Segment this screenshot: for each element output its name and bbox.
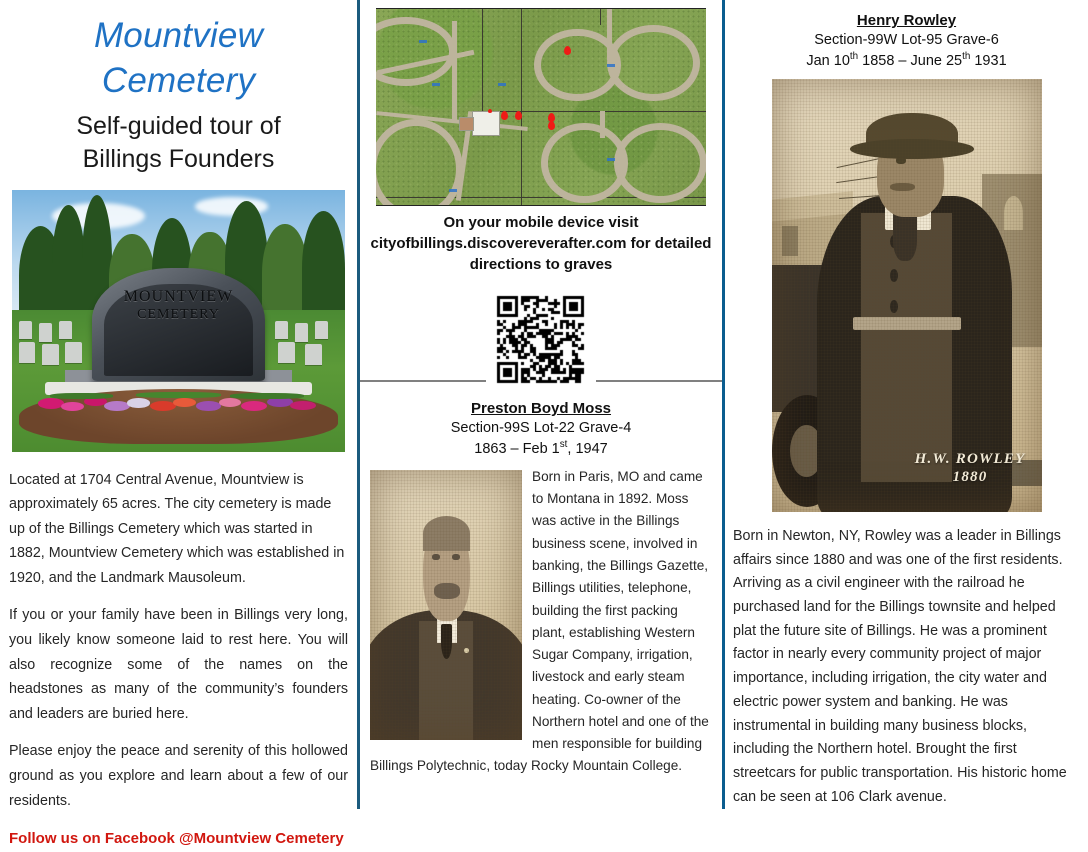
map-label [449,189,457,192]
intro-text-block [9,468,348,852]
headstone [65,342,82,363]
headstone [19,321,32,339]
flower [150,401,176,411]
page-subtitle [9,110,348,176]
right-column [725,0,1088,809]
headstone [19,342,36,363]
road [452,21,457,123]
headstone [39,323,52,341]
plot-line [521,111,706,112]
rowley-bio: Born in Newton, NY, Rowley was a leader in Billings affairs since 1880 and was one of the first residents. Arriving as a civil engineer with the railroad he purchased land for the Billings townsite and helped plat the future site of Billings. He was a prominent factor in nearly every community project of major importance, including irrigation, the city water and electric power system and banking. He was instrumental in building many business blocks, including the Northern hotel. Brought the first streetcars for public transportation. His historic home can be seen at 106 Clark avenue. [733,527,1067,805]
road-loop [614,123,706,204]
flower [290,401,316,410]
mobile-line-3: directions to graves [469,256,613,273]
engraving-line-2: CEMETERY [137,307,220,323]
flower [196,401,222,411]
flower [241,401,267,411]
rowley-plot: Section-99W Lot-95 Grave-6 [814,32,999,48]
subtitle-line-2: Billings Founders [82,144,275,173]
moss-plot: Section-99S Lot-22 Grave-4 [450,420,632,436]
foliage [136,392,222,398]
flower [127,398,150,407]
map-label [432,83,440,86]
headstone [295,323,308,341]
flower [219,398,242,407]
middle-column [360,0,722,809]
moss-dates-pre: 1863 – Feb 1 [474,440,560,457]
rowley-dates-sup-2: th [962,51,971,62]
caption-line-2: 1880 [952,468,988,485]
headstone [59,321,72,339]
moss-portrait [370,470,522,740]
moss-header [360,400,722,457]
headstone [278,342,295,363]
grave-marker[interactable] [488,109,492,113]
flower [61,402,84,411]
foliage [50,393,113,399]
headstone [42,344,59,365]
intro-paragraph-1: Located at 1704 Central Avenue, Mountview is approximately 65 acres. The city cemetery is made up of the Billings Cemetery which was started in 1882, Mountview Cemetery which was established in 1920, and the Landmark Mausoleum. [9,471,345,586]
foliage [230,393,304,399]
qr-code-canvas[interactable] [486,285,596,391]
map-label [607,64,615,67]
mobile-url-line[interactable]: cityofbillings.discovereverafter.com for detailed [370,235,712,252]
rowley-header [725,12,1088,69]
flower [173,398,196,407]
moss-bio: Born in Paris, MO and came to Montana in 1892. Moss was active in the Billings business scene, involved in banking, the Billings Gazette, Billings utilities, telephone, building the first packing plant, establishing Western Sugar Company, irrigation, livestock and early steam heating. Co-owner of the Northern hotel and one of the men responsible for building Billings Polytechnic, today Rocky Mountain College. [370,468,709,774]
moss-content [360,466,722,778]
moss-name: Preston Boyd Moss [470,400,612,417]
rowley-dates-sup-1: th [849,51,859,62]
monument-photo [12,190,345,452]
grave-marker[interactable] [515,111,522,120]
map-label [607,158,615,161]
intro-paragraph-3: Please enjoy the peace and serenity of this hollowed ground as you explore and learn about a few of our residents. [9,743,348,809]
plot-line [482,9,483,111]
tree [302,211,345,326]
moss-dates-post: , 1947 [567,440,608,457]
subtitle-line-1: Self-guided tour of [76,111,281,140]
rowley-dates-post: 1931 [970,52,1007,69]
facebook-link[interactable]: Follow us on Facebook @Mountview Cemetery [9,830,344,848]
headstone [275,321,288,339]
flower [38,398,64,409]
engraving-line-1: MOUNTVIEW [123,288,234,306]
flower-bed [35,389,321,420]
building [459,117,474,131]
flower [104,401,130,411]
monument-engraving [92,288,265,323]
page-title [9,14,348,104]
headstone [305,344,322,365]
plot-line [521,9,522,205]
portrait-vignette [772,79,1042,512]
road-loop [607,25,700,102]
map-label [419,40,427,43]
building [472,111,500,137]
plot-line [600,9,601,25]
rowley-portrait [772,79,1042,512]
mobile-line-1: On your mobile device visit [443,214,639,231]
monument-stone [92,268,265,381]
grave-marker[interactable] [564,46,571,55]
rowley-dates-mid: 1858 – June 25 [858,52,963,69]
rowley-name: Henry Rowley [856,12,957,29]
title-line-2: Cemetery [101,60,256,100]
photo-handwritten-caption [915,451,1026,486]
moss-dates [360,439,722,457]
map-label [498,83,506,86]
rowley-dates-pre: Jan 10 [806,52,850,69]
title-line-1: Mountview [93,16,264,55]
moss-dates-sup: st [559,439,568,450]
qr-code[interactable] [486,285,596,391]
cemetery-aerial-map[interactable] [376,8,706,206]
portrait-vignette [370,470,522,740]
tree [52,205,85,326]
rowley-dates [725,51,1088,69]
road [600,111,605,138]
caption-line-1: H.W. ROWLEY [914,451,1026,468]
road [607,9,612,60]
intro-paragraph-2: If you or your family have been in Billings very long, you likely know someone laid to rest here. You will also recognize some of the names on the headstones as many of the community’s founders and leaders are buried here. [9,607,348,722]
grave-marker[interactable] [548,121,555,130]
left-column [0,0,357,848]
mobile-instructions [368,212,714,275]
headstone [315,321,328,339]
